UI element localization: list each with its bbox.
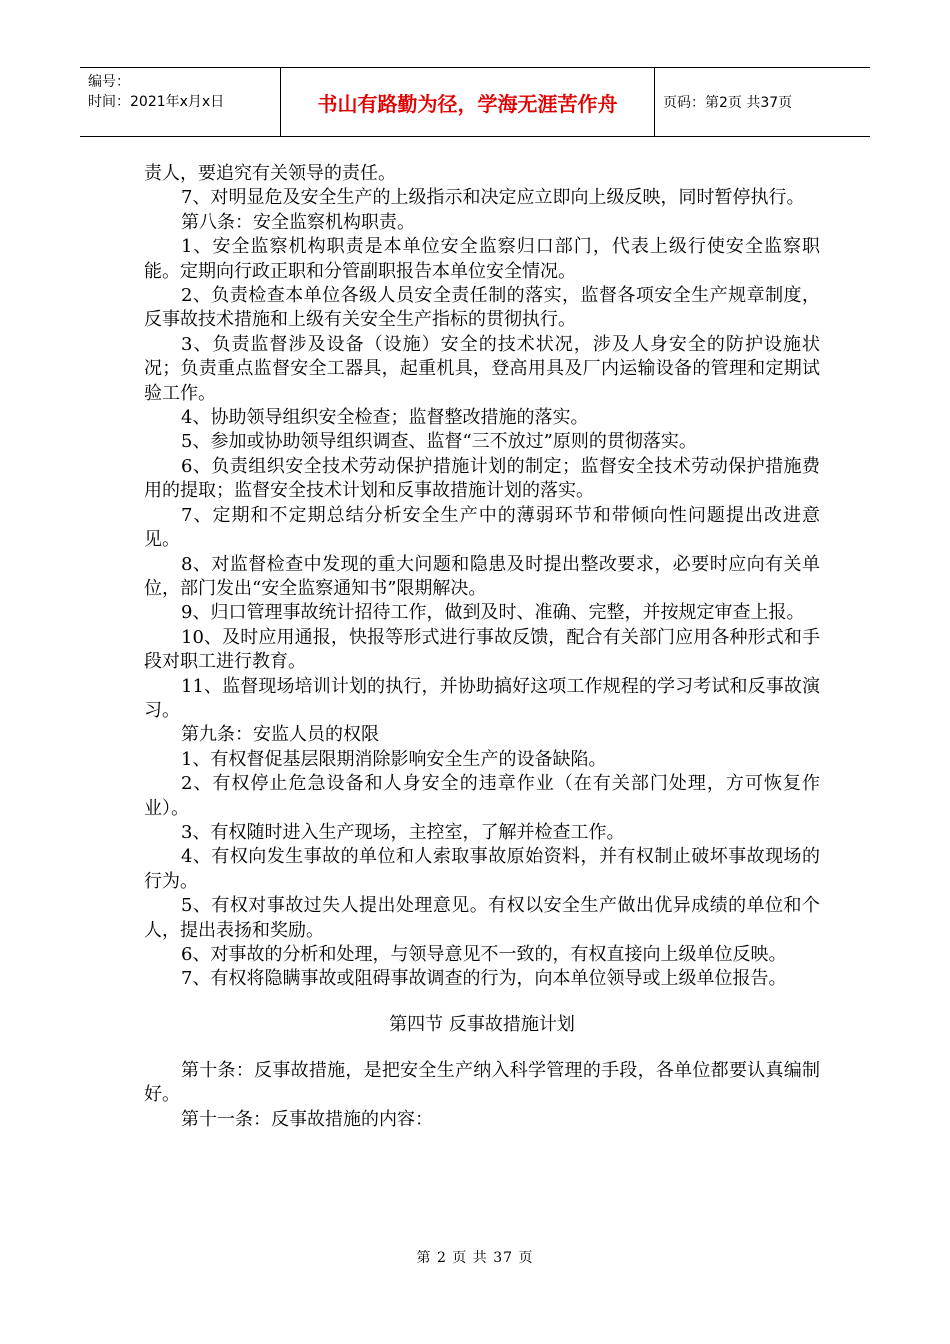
paragraph: 4、协助领导组织安全检查；监督整改措施的落实。 <box>181 407 589 429</box>
paragraph: 5、参加或协助领导组织调查、监督“三不放过”原则的贯彻落实。 <box>181 431 697 453</box>
paragraph: 第十一条：反事故措施的内容： <box>181 1108 433 1130</box>
paragraph: 1、安全监察机构职责是本单位安全监察归口部门，代表上级行使安全监察职能。定期向行政正职和分管副职报告本单位安全情况。 <box>144 236 820 282</box>
paragraph: 11、监督现场培训计划的执行，并协助搞好这项工作规程的学习考试和反事故演习。 <box>144 675 820 721</box>
paragraph: 3、有权随时进入生产现场，主控室，了解并检查工作。 <box>181 821 625 843</box>
paragraph: 7、有权将隐瞒事故或阻碍事故调查的行为，向本单位领导或上级单位报告。 <box>181 968 787 990</box>
paragraph: 6、对事故的分析和处理，与领导意见不一致的，有权直接向上级单位反映。 <box>181 944 787 965</box>
paragraph: 2、负责检查本单位各级人员安全责任制的落实，监督各项安全生产规章制度，反事故技术措施和上级有关安全生产指标的贯彻执行。 <box>144 285 820 331</box>
paragraph: 3、负责监督涉及设备（设施）安全的技术状况，涉及人身安全的防护设施状况；负责重点监督安全工器具，起重机具，登高用具及厂内运输设备的管理和定期试验工作。 <box>144 333 820 404</box>
header-motto: 书山有路勤为径，学海无涯苦作舟 <box>281 68 655 136</box>
paragraph: 第十条：反事故措施，是把安全生产纳入科学管理的手段，各单位都要认真编制好。 <box>144 1059 820 1106</box>
paragraph: 5、有权对事故过失人提出处理意见。有权以安全生产做出优异成绩的单位和个人，提出表扬和奖励。 <box>144 895 820 941</box>
section-title: 第四节 反事故措施计划 <box>389 1013 575 1035</box>
document-number-label: 编号： <box>88 74 130 90</box>
paragraph-list-after <box>144 1059 820 1132</box>
header-meta <box>80 68 281 136</box>
paragraph: 2、有权停止危急设备和人身安全的违章作业（在有关部门处理，方可恢复作业）。 <box>144 773 820 819</box>
paragraph-list <box>144 162 820 992</box>
page-footer: 第 2 页 共 37 页 <box>416 1250 534 1266</box>
document-date: 时间：2021年x月x日 <box>88 94 225 110</box>
paragraph: 6、负责组织安全技术劳动保护措施计划的制定；监督安全技术劳动保护措施费用的提取；监督安全技术计划和反事故措施计划的落实。 <box>144 455 820 502</box>
paragraph: 10、及时应用通报，快报等形式进行事故反馈，配合有关部门应用各种形式和手段对职工进行教育。 <box>144 626 820 673</box>
paragraph: 第九条：安监人员的权限 <box>181 724 379 746</box>
paragraph: 4、有权向发生事故的单位和人索取事故原始资料，并有权制止破坏事故现场的行为。 <box>144 846 820 892</box>
paragraph: 责人，要追究有关领导的责任。 <box>144 163 396 184</box>
header-page-info: 页码：第2页 共37页 <box>663 95 793 111</box>
paragraph: 8、对监督检查中发现的重大问题和隐患及时提出整改要求，必要时应向有关单位，部门发出“安全监察通知书”限期解决。 <box>144 553 820 599</box>
paragraph: 第八条：安全监察机构职责。 <box>181 211 415 233</box>
document-body <box>144 162 820 1132</box>
paragraph: 9、归口管理事故统计招待工作，做到及时、准确、完整，并按规定审查上报。 <box>181 602 805 624</box>
page-header <box>80 67 870 137</box>
paragraph: 1、有权督促基层限期消除影响安全生产的设备缺陷。 <box>181 748 607 770</box>
paragraph: 7、对明显危及安全生产的上级指示和决定应立即向上级反映，同时暂停执行。 <box>181 187 805 209</box>
paragraph: 7、定期和不定期总结分析安全生产中的薄弱环节和带倾向性问题提出改进意见。 <box>144 504 820 551</box>
